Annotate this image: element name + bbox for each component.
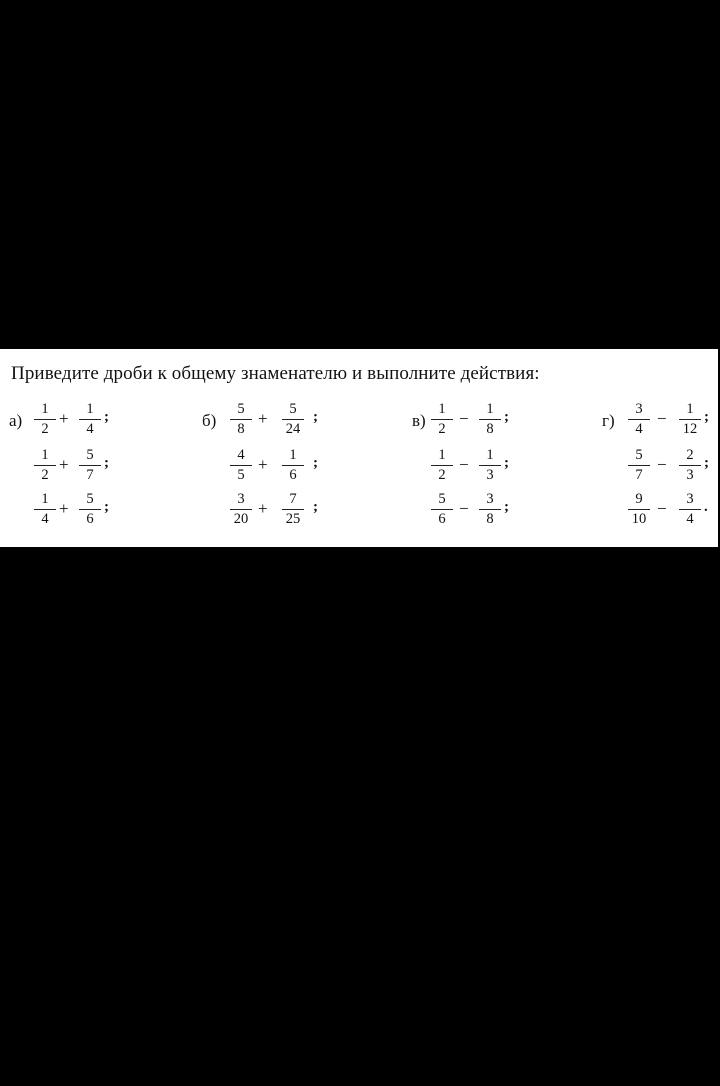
fraction-first (626, 399, 652, 439)
numerator: 1 (438, 447, 446, 463)
fraction-first (228, 489, 254, 529)
numerator: 1 (486, 447, 494, 463)
denominator: 6 (86, 511, 94, 527)
group-label: в) (412, 411, 426, 430)
fraction-first (228, 399, 254, 439)
denominator: 4 (686, 511, 694, 527)
fraction-bar (679, 419, 701, 420)
fraction-second (477, 489, 503, 529)
operator-sign: + (59, 455, 69, 474)
numerator: 1 (486, 401, 494, 417)
fraction-bar (479, 419, 501, 420)
fraction-first (32, 489, 58, 529)
problem-row (0, 399, 718, 439)
denominator: 7 (635, 467, 643, 483)
denominator: 5 (237, 467, 245, 483)
end-punctuation: ; (504, 409, 509, 425)
numerator: 1 (289, 447, 297, 463)
fraction-second (677, 489, 703, 529)
fraction-bar (230, 465, 252, 466)
fraction-bar (34, 419, 56, 420)
numerator: 2 (686, 447, 694, 463)
fraction-second (280, 489, 306, 529)
numerator: 1 (41, 401, 49, 417)
fraction-first (429, 399, 455, 439)
operator-sign: − (657, 455, 667, 474)
operator-sign: − (459, 455, 469, 474)
denominator: 25 (285, 511, 301, 527)
group-label: б) (202, 411, 217, 430)
denominator: 6 (438, 511, 446, 527)
numerator: 3 (237, 491, 245, 507)
numerator: 5 (86, 491, 94, 507)
numerator: 1 (86, 401, 94, 417)
fraction-second (77, 399, 103, 439)
denominator: 10 (631, 511, 647, 527)
numerator: 3 (486, 491, 494, 507)
fraction-bar (79, 419, 101, 420)
fraction-first (228, 445, 254, 485)
operator-sign: + (258, 499, 268, 518)
end-punctuation: ; (104, 455, 109, 471)
numerator: 3 (635, 401, 643, 417)
fraction-second (280, 399, 306, 439)
fraction-bar (282, 509, 304, 510)
numerator: 5 (635, 447, 643, 463)
fraction-first (429, 445, 455, 485)
end-punctuation: ; (104, 499, 109, 515)
fraction-bar (34, 509, 56, 510)
fraction-second (477, 399, 503, 439)
fraction-bar (79, 465, 101, 466)
fraction-bar (282, 419, 304, 420)
fraction-second (77, 445, 103, 485)
fraction-second (677, 445, 703, 485)
fraction-second (280, 445, 306, 485)
fraction-bar (34, 465, 56, 466)
fraction-bar (431, 509, 453, 510)
operator-sign: + (258, 409, 268, 428)
operator-sign: + (59, 409, 69, 428)
end-punctuation: ; (704, 455, 709, 471)
end-punctuation: ; (313, 455, 318, 471)
problem-row (0, 489, 718, 529)
fraction-first (429, 489, 455, 529)
numerator: 1 (41, 491, 49, 507)
denominator: 2 (438, 467, 446, 483)
numerator: 9 (635, 491, 643, 507)
operator-sign: − (657, 409, 667, 428)
fraction-bar (628, 419, 650, 420)
numerator: 5 (237, 401, 245, 417)
fraction-bar (79, 509, 101, 510)
end-punctuation: . (704, 499, 708, 515)
denominator: 4 (635, 421, 643, 437)
denominator: 4 (86, 421, 94, 437)
fraction-first (626, 489, 652, 529)
denominator: 20 (233, 511, 249, 527)
numerator: 5 (86, 447, 94, 463)
numerator: 1 (438, 401, 446, 417)
denominator: 3 (686, 467, 694, 483)
group-label: г) (602, 411, 615, 430)
denominator: 8 (237, 421, 245, 437)
numerator: 4 (237, 447, 245, 463)
fraction-bar (679, 509, 701, 510)
fraction-bar (479, 465, 501, 466)
numerator: 1 (686, 401, 694, 417)
end-punctuation: ; (313, 409, 318, 425)
fraction-bar (230, 509, 252, 510)
operator-sign: − (657, 499, 667, 518)
fraction-second (677, 399, 703, 439)
fraction-first (32, 399, 58, 439)
end-punctuation: ; (704, 409, 709, 425)
end-punctuation: ; (104, 409, 109, 425)
fraction-bar (431, 465, 453, 466)
denominator: 3 (486, 467, 494, 483)
denominator: 7 (86, 467, 94, 483)
problem-row (0, 445, 718, 485)
end-punctuation: ; (313, 499, 318, 515)
fraction-bar (628, 509, 650, 510)
denominator: 6 (289, 467, 297, 483)
fraction-bar (282, 465, 304, 466)
fraction-second (477, 445, 503, 485)
denominator: 2 (41, 421, 49, 437)
operator-sign: − (459, 409, 469, 428)
numerator: 1 (41, 447, 49, 463)
group-label: а) (9, 411, 23, 430)
denominator: 8 (486, 421, 494, 437)
operator-sign: − (459, 499, 469, 518)
operator-sign: + (258, 455, 268, 474)
exercise-panel (0, 349, 718, 547)
numerator: 5 (289, 401, 297, 417)
fraction-bar (479, 509, 501, 510)
end-punctuation: ; (504, 499, 509, 515)
denominator: 2 (438, 421, 446, 437)
denominator: 4 (41, 511, 49, 527)
fraction-bar (679, 465, 701, 466)
denominator: 8 (486, 511, 494, 527)
denominator: 24 (285, 421, 301, 437)
fraction-bar (431, 419, 453, 420)
instruction-text: Приведите дроби к общему знаменателю и выполните действия: (11, 363, 540, 384)
denominator: 2 (41, 467, 49, 483)
numerator: 5 (438, 491, 446, 507)
numerator: 7 (289, 491, 297, 507)
end-punctuation: ; (504, 455, 509, 471)
numerator: 3 (686, 491, 694, 507)
denominator: 12 (682, 421, 698, 437)
operator-sign: + (59, 499, 69, 518)
fraction-bar (230, 419, 252, 420)
fraction-bar (628, 465, 650, 466)
fraction-first (626, 445, 652, 485)
fraction-second (77, 489, 103, 529)
fraction-first (32, 445, 58, 485)
